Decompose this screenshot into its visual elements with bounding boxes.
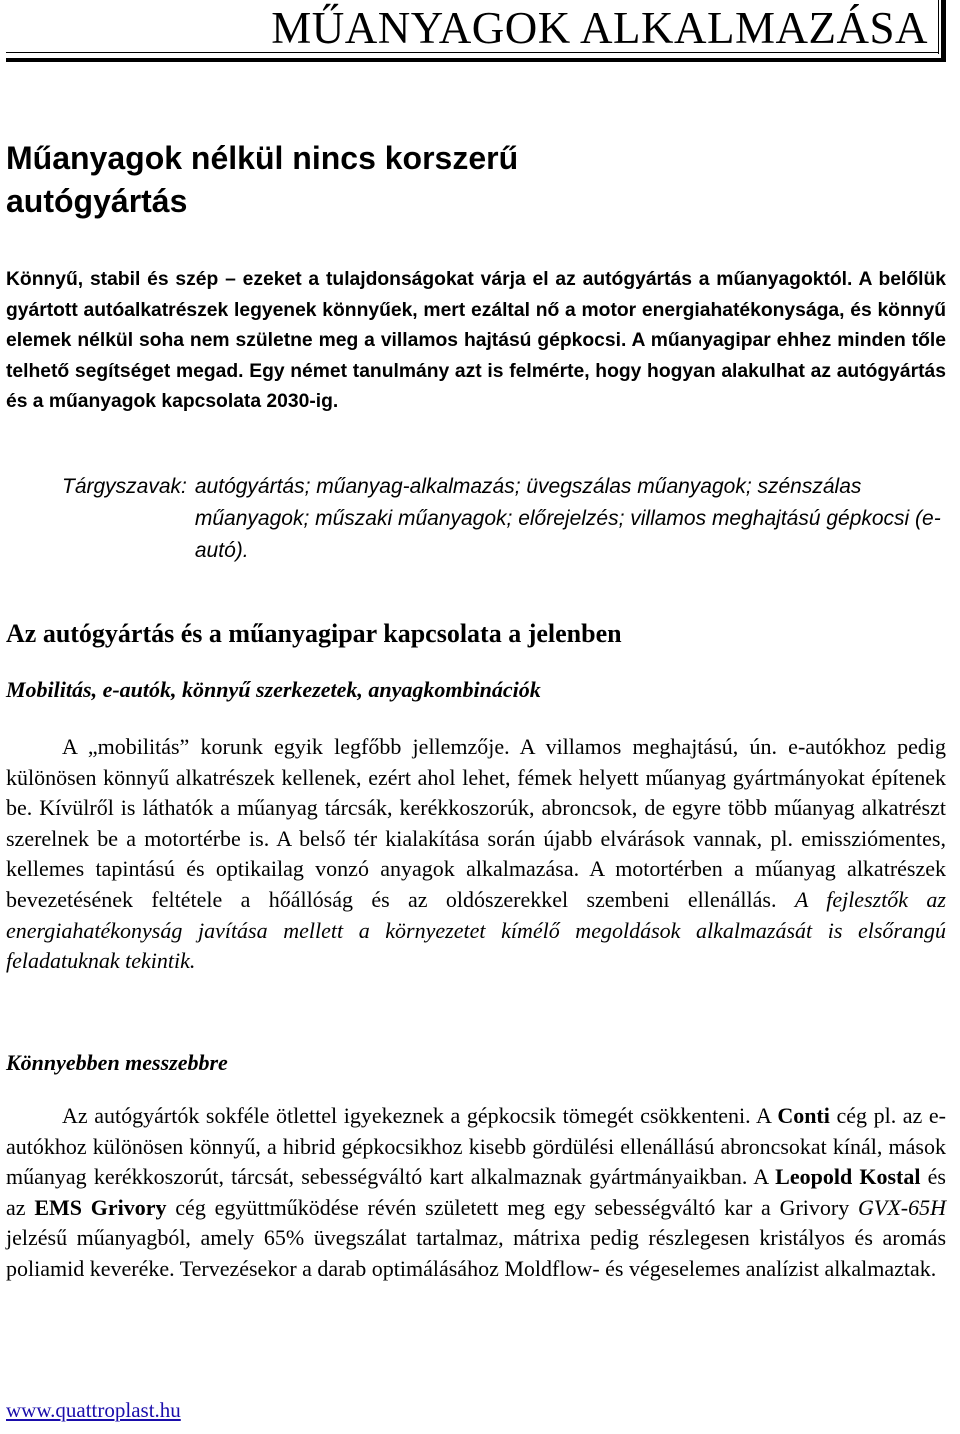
header-inner-rule — [938, 0, 939, 54]
company-leopold-kostal: Leopold Kostal — [775, 1164, 921, 1190]
company-ems-grivory: EMS Grivory — [34, 1194, 167, 1220]
keywords-label: Tárgyszavak: — [62, 475, 187, 498]
para2-text-5: jelzésű műanyagból, amely 65% üvegszálat tartalmaz, mátrixa pedig részlegesen kristályos és aromás poliamid keveréke. Tervezésekor a darab optimálásához Moldflow- és végeselemes analízist alkalmaztak. — [6, 1225, 946, 1281]
running-header — [6, 0, 946, 62]
subsection-heading-lighter: Könnyebben messzebbre — [6, 1050, 228, 1075]
keywords — [62, 471, 946, 567]
paragraph-mobility-text: A „mobilitás” korunk egyik legfőbb jellemzője. A villamos meghajtású, ún. e-autókhoz pedig különösen könnyű alkatrészek kellenek, ezért ahol lehet, fémek helyett műanyag gyártmányokat építenek be. Kívülről is láthatók a műanyag tárcsák, kerékkoszorúk, abroncsok, de egyre több műanyag alkatrészt szerelnek be a motortérbe is. A belső tér kialakítása során újabb elvárások vannak, pl. emissziómentes, kellemes tapintású és optikailag vonzó anyagok alkalmazása. A motortérben a műanyag alkatrészek bevezetésének feltétele a hőállóság és az oldószerekkel szembeni ellenállás. — [6, 734, 946, 912]
keywords-text: autógyártás; műanyag-alkalmazás; üvegszálas műanyagok; szénszálas műanyagok; műszaki műanyagok; előrejelzés; villamos meghajtású gépkocsi (e-autó). — [194, 475, 941, 562]
paragraph-mobility-italic: A fejlesztők az energiahatékonyság javítása mellett a környezetet kímélő megoldások alkalmazását is elsőrangú feladatuknak tekintik. — [6, 886, 946, 974]
article-title: Műanyagok nélkül nincs korszerű autógyártás — [6, 140, 519, 219]
abstract: Könnyű, stabil és szép – ezeket a tulajdonságokat várja el az autógyártás a műanyagoktól. A belőlük gyártott autóalkatrészek legyenek könnyűek, mert ezáltal nő a motor energiahatékonysága, és könnyű elemek nélkül soha nem születne meg a villamos hajtású gépkocsi. A műanyagipar ehhez minden tőle telhető segítséget megad. Egy német tanulmány azt is felmérte, hogy hogyan alakulhat az autógyártás és a műanyagok kapcsolata 2030-ig. — [6, 269, 946, 412]
running-title: MŰANYAGOK ALKALMAZÁSA — [271, 3, 928, 53]
paragraph-lighter — [6, 1101, 946, 1285]
section-heading: Az autógyártás és a műanyagipar kapcsolata a jelenben — [6, 619, 622, 648]
material-name: GVX-65H — [858, 1194, 947, 1220]
para2-text-2: cég pl. az e-autókhoz különösen könnyű, a hibrid gépkocsikhoz kisebb gördülési ellenállású abroncsokat kínál, mások műanyag kerékkoszorút, tárcsát, sebességváltó kart alkalmaznak gyártmányaikban. A — [6, 1103, 946, 1190]
para2-text-3: és az — [6, 1164, 946, 1220]
subsection-heading-mobility: Mobilitás, e-autók, könnyű szerkezetek, anyagkombinációk — [6, 677, 541, 702]
company-conti: Conti — [777, 1103, 830, 1128]
para2-text-4: cég együttműködése révén született meg egy sebességváltó kar a Grivory — [166, 1194, 859, 1220]
footer-website-link[interactable]: www.quattroplast.hu — [6, 1398, 181, 1422]
para2-text-1: Az autógyártók sokféle ötlettel igyekeznek a gépkocsik tömegét csökkenteni. A — [62, 1103, 778, 1128]
paragraph-mobility — [6, 732, 946, 977]
